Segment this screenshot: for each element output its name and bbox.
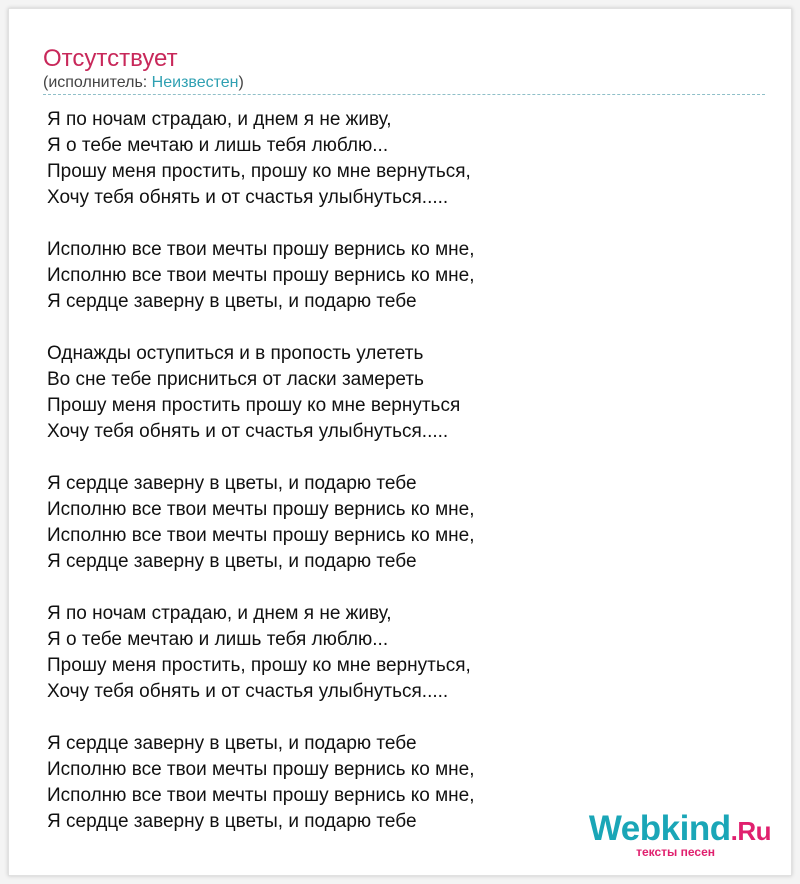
logo-suffix: .Ru — [730, 816, 771, 846]
lyric-line: Прошу меня простить, прошу ко мне вернуться, — [47, 161, 471, 182]
lyric-line: Исполню все твои мечты прошу вернись ко мне, — [47, 265, 475, 286]
lyric-line: Я сердце заверну в цветы, и подарю тебе — [47, 291, 417, 312]
artist-line — [43, 73, 244, 93]
lyric-line: Хочу тебя обнять и от счастья улыбнуться..... — [47, 421, 449, 442]
lyric-line: Исполню все твои мечты прошу вернись ко мне, — [47, 499, 475, 520]
logo-tagline: тексты песен — [636, 845, 715, 859]
lyric-line: Я сердце заверну в цветы, и подарю тебе — [47, 473, 417, 494]
lyric-line: Во сне тебе присниться от ласки замереть — [47, 369, 424, 390]
artist-suffix: ) — [238, 74, 244, 91]
lyrics-card — [8, 8, 792, 876]
lyric-line: Прошу меня простить прошу ко мне вернуться — [47, 395, 461, 416]
lyric-line: Исполню все твои мечты прошу вернись ко мне, — [47, 759, 475, 780]
lyric-line: Исполню все твои мечты прошу вернись ко мне, — [47, 785, 475, 806]
divider — [43, 94, 765, 95]
site-logo[interactable] — [571, 809, 771, 857]
lyric-line: Я по ночам страдаю, и днем я не живу, — [47, 603, 392, 624]
lyric-line: Хочу тебя обнять и от счастья улыбнуться..... — [47, 681, 449, 702]
lyric-line: Я сердце заверну в цветы, и подарю тебе — [47, 811, 417, 832]
artist-prefix: (исполнитель: — [43, 74, 152, 91]
artist-link[interactable]: Неизвестен — [151, 74, 239, 91]
song-title: Отсутствует — [43, 45, 178, 72]
lyric-line: Исполню все твои мечты прошу вернись ко мне, — [47, 239, 475, 260]
lyric-line: Я о тебе мечтаю и лишь тебя люблю... — [47, 629, 389, 650]
stanza — [47, 237, 767, 315]
lyric-line: Исполню все твои мечты прошу вернись ко мне, — [47, 525, 475, 546]
stanza — [47, 341, 767, 445]
stanza — [47, 601, 767, 705]
stanza — [47, 471, 767, 575]
lyric-line: Я по ночам страдаю, и днем я не живу, — [47, 109, 392, 130]
lyric-line: Однажды оступиться и в пропость улететь — [47, 343, 424, 364]
lyrics-body — [47, 107, 767, 835]
lyric-line: Я о тебе мечтаю и лишь тебя люблю... — [47, 135, 389, 156]
lyric-line: Хочу тебя обнять и от счастья улыбнуться..... — [47, 187, 449, 208]
lyric-line: Прошу меня простить, прошу ко мне вернуться, — [47, 655, 471, 676]
stanza — [47, 107, 767, 211]
lyric-line: Я сердце заверну в цветы, и подарю тебе — [47, 733, 417, 754]
lyric-line: Я сердце заверну в цветы, и подарю тебе — [47, 551, 417, 572]
logo-main-text: Webkind — [588, 809, 731, 848]
